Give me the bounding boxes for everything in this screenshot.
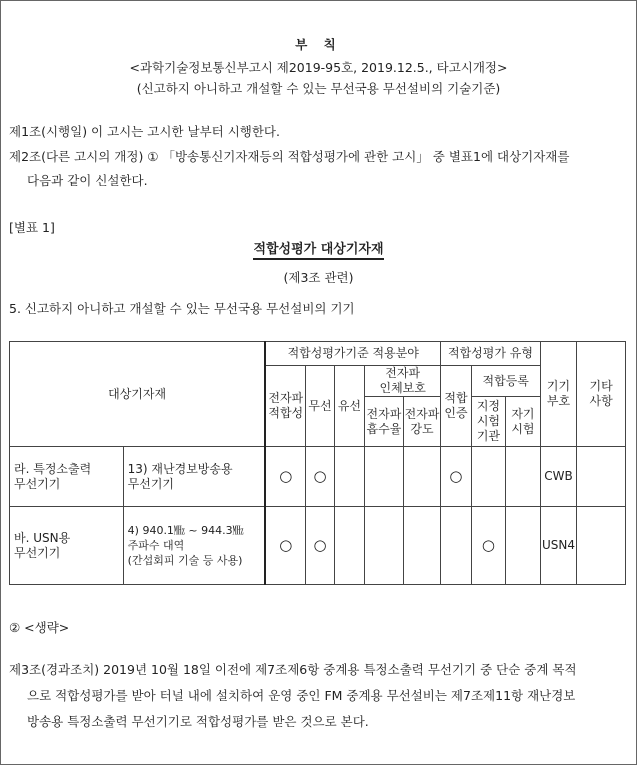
section-heading: 5. 신고하지 아니하고 개설할 수 있는 무선국용 무선설비의 기기: [9, 301, 355, 316]
header-wired: 유선: [334, 366, 364, 447]
table-row: [10, 507, 626, 585]
cell-sar: [365, 507, 404, 585]
cell-radio: ○: [306, 447, 334, 507]
header-emc: 전자파 적합성: [265, 366, 306, 447]
cell-self: [506, 447, 541, 507]
cell-wired: [334, 447, 364, 507]
equipment-table: [9, 341, 626, 585]
cell-wired: [334, 507, 364, 585]
header-etc: 기타 사항: [577, 342, 626, 447]
article-2-line1: 제2조(다른 고시의 개정) ① 「방송통신기자재등의 적합성평가에 관한 고시」 중 별표1에 대상기자재를: [9, 149, 570, 164]
cell-emc: ○: [265, 447, 306, 507]
header-self-test: 자기 시험: [506, 397, 541, 447]
cell-code: USN4: [540, 507, 577, 585]
cell-etc: [577, 507, 626, 585]
article-3-line3: 방송용 특정소출력 무선기기로 적합성평가를 받은 것으로 본다.: [27, 714, 369, 729]
cell-cert: ○: [441, 447, 471, 507]
header-strength: 전자파 강도: [403, 397, 441, 447]
header-registration: 적합등록: [471, 366, 540, 397]
row-item: 13) 재난경보방송용 무선기기: [123, 447, 265, 507]
row-category: 라. 특정소출력 무선기기: [10, 447, 124, 507]
header-item: 대상기자재: [10, 342, 266, 447]
cell-designated: ○: [471, 507, 506, 585]
cell-emc: ○: [265, 507, 306, 585]
article-3-line1: 제3조(경과조치) 2019년 10월 18일 이전에 제7조제6항 중계용 특정소출력 무선기기 중 단순 중계 목적: [9, 662, 577, 677]
doc-title: 부 칙: [295, 37, 342, 52]
notice-line: <과학기술정보통신부고시 제2019-95호, 2019.12.5., 타고시개정>: [129, 60, 508, 75]
cell-etc: [577, 447, 626, 507]
table-row: [10, 447, 626, 507]
header-human: 전자파 인체보호: [365, 366, 441, 397]
header-cert: 적합 인증: [441, 366, 471, 447]
header-type: 적합성평가 유형: [441, 342, 540, 366]
cell-self: [506, 507, 541, 585]
cell-cert: [441, 507, 471, 585]
cell-strength: [403, 507, 441, 585]
row-item: 4) 940.1㎒ ~ 944.3㎒ 주파수 대역 (간섭회피 기술 등 사용): [123, 507, 265, 585]
doc-subtitle: (신고하지 아니하고 개설할 수 있는 무선국용 무선설비의 기술기준): [136, 81, 501, 96]
header-sar: 전자파 흡수율: [365, 397, 404, 447]
annex-label: [별표 1]: [9, 220, 55, 235]
header-designated-lab: 지정 시험 기관: [471, 397, 506, 447]
cell-code: CWB: [540, 447, 577, 507]
header-standard: 적합성평가기준 적용분야: [265, 342, 441, 366]
cell-radio: ○: [306, 507, 334, 585]
omitted-paragraph: ② <생략>: [9, 620, 70, 635]
cell-designated: [471, 447, 506, 507]
article-2-line2: 다음과 같이 신설한다.: [27, 173, 148, 188]
header-radio: 무선: [306, 366, 334, 447]
article-1: 제1조(시행일) 이 고시는 고시한 날부터 시행한다.: [9, 124, 280, 139]
cell-strength: [403, 447, 441, 507]
header-code: 기기 부호: [540, 342, 577, 447]
row-category: 바. USN용 무선기기: [10, 507, 124, 585]
cell-sar: [365, 447, 404, 507]
annex-ref: (제3조 관련): [283, 270, 354, 285]
annex-title: 적합성평가 대상기자재: [253, 242, 383, 260]
article-3-line2: 으로 적합성평가를 받아 터널 내에 설치하여 운영 중인 FM 중계용 무선설비는 제7조제11항 재난경보: [27, 688, 576, 703]
